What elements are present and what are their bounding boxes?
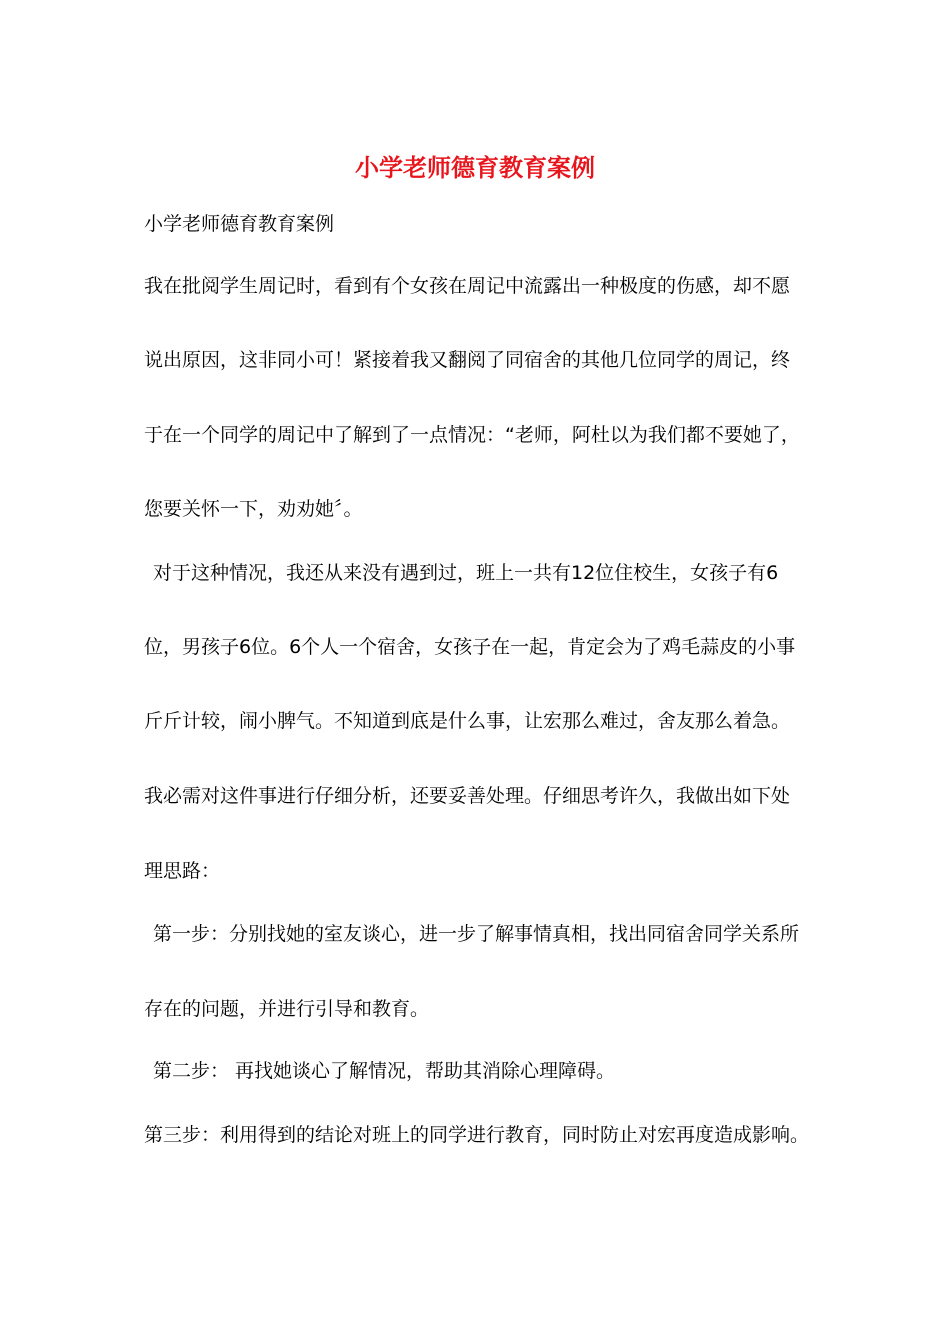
paragraph-line-4: 您要关怀一下，劝劝她〞。	[144, 498, 363, 520]
paragraph-line-6: 位，男孩子6位。6个人一个宿舍，女孩子在一起，肯定会为了鸡毛蒜皮的小事	[144, 636, 796, 658]
paragraph-line-7: 斤斤计较，闹小脾气。不知道到底是什么事，让宏那么难过，舍友那么着急。	[144, 710, 791, 732]
step-one-line-1: 第一步：分别找她的室友谈心，进一步了解事情真相，找出同宿舍同学关系所	[153, 923, 800, 945]
step-three-line: 第三步：利用得到的结论对班上的同学进行教育，同时防止对宏再度造成影响。	[144, 1124, 810, 1146]
step-two-line: 第二步： 再找她谈心了解情况，帮助其消除心理障碍。	[153, 1060, 616, 1082]
paragraph-line-9: 理思路：	[144, 860, 221, 882]
paragraph-line-1: 我在批阅学生周记时，看到有个女孩在周记中流露出一种极度的伤感，却不愿	[144, 275, 791, 297]
document-subtitle: 小学老师德育教育案例	[144, 213, 335, 235]
paragraph-line-5: 对于这种情况，我还从来没有遇到过，班上一共有12位住校生，女孩子有6	[153, 562, 779, 584]
document-title: 小学老师德育教育案例	[355, 153, 595, 182]
paragraph-line-8: 我必需对这件事进行仔细分析，还要妥善处理。仔细思考许久，我做出如下处	[144, 785, 791, 807]
paragraph-line-3: 于在一个同学的周记中了解到了一点情况：“老师，阿杜以为我们都不要她了，	[144, 424, 800, 446]
paragraph-line-2: 说出原因，这非同小可！紧接着我又翻阅了同宿舍的其他几位同学的周记，终	[144, 349, 791, 371]
step-one-line-2: 存在的问题，并进行引导和教育。	[144, 998, 430, 1020]
